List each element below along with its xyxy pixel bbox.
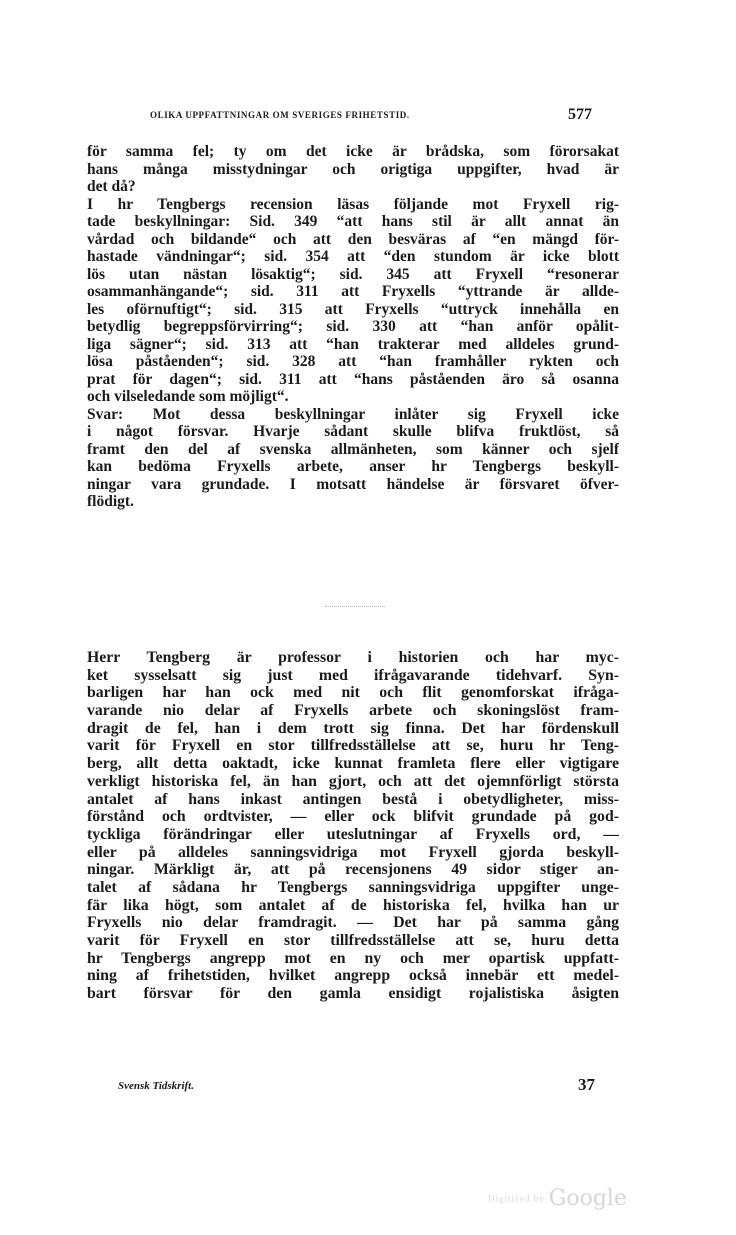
watermark-prefix: Digitized by bbox=[488, 1193, 545, 1204]
paragraph-block-1 bbox=[87, 143, 619, 511]
text-line: Herr Tengberg är professor i historien och har myc- bbox=[87, 649, 619, 666]
text-line: kan bedöma Fryxells arbete, anser hr Tengbergs beskyll- bbox=[87, 458, 619, 475]
text-line: talet af sådana hr Tengbergs sanningsvidriga uppgifter unge- bbox=[87, 878, 619, 896]
text-line: varit för Fryxell en stor tillfredsställelse att se, huru hr Teng- bbox=[87, 737, 619, 755]
text-line: Fryxells nio delar framdragit. — Det har på samma gång bbox=[87, 914, 619, 932]
text-line: dragit de fel, han i dem trott sig finna. Det har fördenskull bbox=[87, 719, 619, 737]
section-separator bbox=[325, 606, 385, 607]
text-line: hr Tengbergs angrepp mot en ny och mer opartisk uppfatt- bbox=[87, 949, 619, 967]
digitized-watermark bbox=[488, 1186, 627, 1211]
text-line: osammanhängande“; sid. 311 att Fryxells “yttrande är allde- bbox=[87, 283, 619, 300]
text-line: bart försvar för den gamla ensidigt rojalistiska åsigten bbox=[87, 985, 619, 1003]
journal-title-footer: Svensk Tidskrift. bbox=[118, 1080, 194, 1092]
text-line: tyckliga förändringar eller uteslutningar af Fryxells ord, — bbox=[87, 825, 619, 843]
text-line: hastade vändningar“; sid. 354 att “den stundom är icke blott bbox=[87, 248, 619, 265]
text-line: flödigt. bbox=[87, 493, 134, 510]
text-line: barligen har han ock med nit och flit genomforskat ifråga- bbox=[87, 684, 619, 702]
text-line: varit för Fryxell en stor tillfredsställelse att se, huru detta bbox=[87, 932, 619, 949]
text-line: verkligt historiska fel, än han gjort, och att det ojemnförligt största bbox=[87, 772, 619, 790]
text-line: ning af frihetstiden, hvilket angrepp också innebär ett medel- bbox=[87, 967, 619, 985]
text-line: förstånd och ordtvister, — eller ock blifvit grundade på god- bbox=[87, 808, 619, 826]
text-line: I hr Tengbergs recension läsas följande mot Fryxell rig- bbox=[87, 195, 619, 213]
text-line: vårdad och bildande“ och att den besväras af “en mängd för- bbox=[87, 230, 619, 248]
text-line: ningar. Märkligt är, att på recensjonens 49 sidor stiger an- bbox=[87, 861, 619, 879]
running-title: OLIKA UPPFATTNINGAR OM SVERIGES FRIHETSTID. bbox=[150, 110, 410, 120]
text-line: tade beskyllningar: Sid. 349 “att hans stil är allt annat än bbox=[87, 213, 619, 230]
text-line: fär lika högt, som antalet af de historiska fel, hvilka han ur bbox=[87, 896, 619, 914]
text-line: les oförnuftigt“; sid. 315 att Fryxells “uttryck innehålla en bbox=[87, 300, 619, 318]
text-line: ket sysselsatt sig just med ifrågavarande tidehvarf. Syn- bbox=[87, 666, 619, 684]
text-line: Svar: Mot dessa beskyllningar inlåter sig Fryxell icke bbox=[87, 405, 619, 423]
text-line: eller på alldeles sanningsvidriga mot Fryxell gjorda beskyll- bbox=[87, 843, 619, 861]
text-line: och vilseledande som möjligt“. bbox=[87, 388, 289, 405]
text-line: i något försvar. Hvarje sådant skulle blifva fruktlöst, så bbox=[87, 423, 619, 440]
text-line: ningar vara grundade. I motsatt händelse är försvaret öfver- bbox=[87, 475, 619, 493]
text-line: varande nio delar af Fryxells arbete och skoningslöst fram- bbox=[87, 702, 619, 720]
text-line: det då? bbox=[87, 178, 136, 195]
text-line: prat för dagen“; sid. 311 att “hans påståenden äro så osanna bbox=[87, 370, 619, 388]
text-line: berg, allt detta oaktadt, icke kunnat framleta flere eller vigtigare bbox=[87, 755, 619, 773]
text-line: hans många misstydningar och origtiga uppgifter, hvad är bbox=[87, 160, 619, 178]
text-line: för samma fel; ty om det icke är brådska, som förorsakat bbox=[87, 143, 619, 160]
text-line: lös utan nästan lösaktig“; sid. 345 att Fryxell “resonerar bbox=[87, 265, 619, 283]
text-line: betydlig begreppsförvirring“; sid. 330 att “han anför opålit- bbox=[87, 318, 619, 335]
paragraph-block-2 bbox=[87, 649, 619, 1003]
signature-mark: 37 bbox=[578, 1075, 595, 1094]
page-number: 577 bbox=[568, 106, 592, 123]
watermark-logo: Google bbox=[548, 1186, 627, 1211]
text-line: antalet af hans inkast antingen bestå i obetydligheter, miss- bbox=[87, 790, 619, 808]
text-line: liga sägner“; sid. 313 att “han trakterar med alldeles grund- bbox=[87, 335, 619, 353]
text-line: framt den del af svenska allmänheten, som känner och sjelf bbox=[87, 440, 619, 458]
text-line: lösa påståenden“; sid. 328 att “han framhåller rykten och bbox=[87, 353, 619, 370]
